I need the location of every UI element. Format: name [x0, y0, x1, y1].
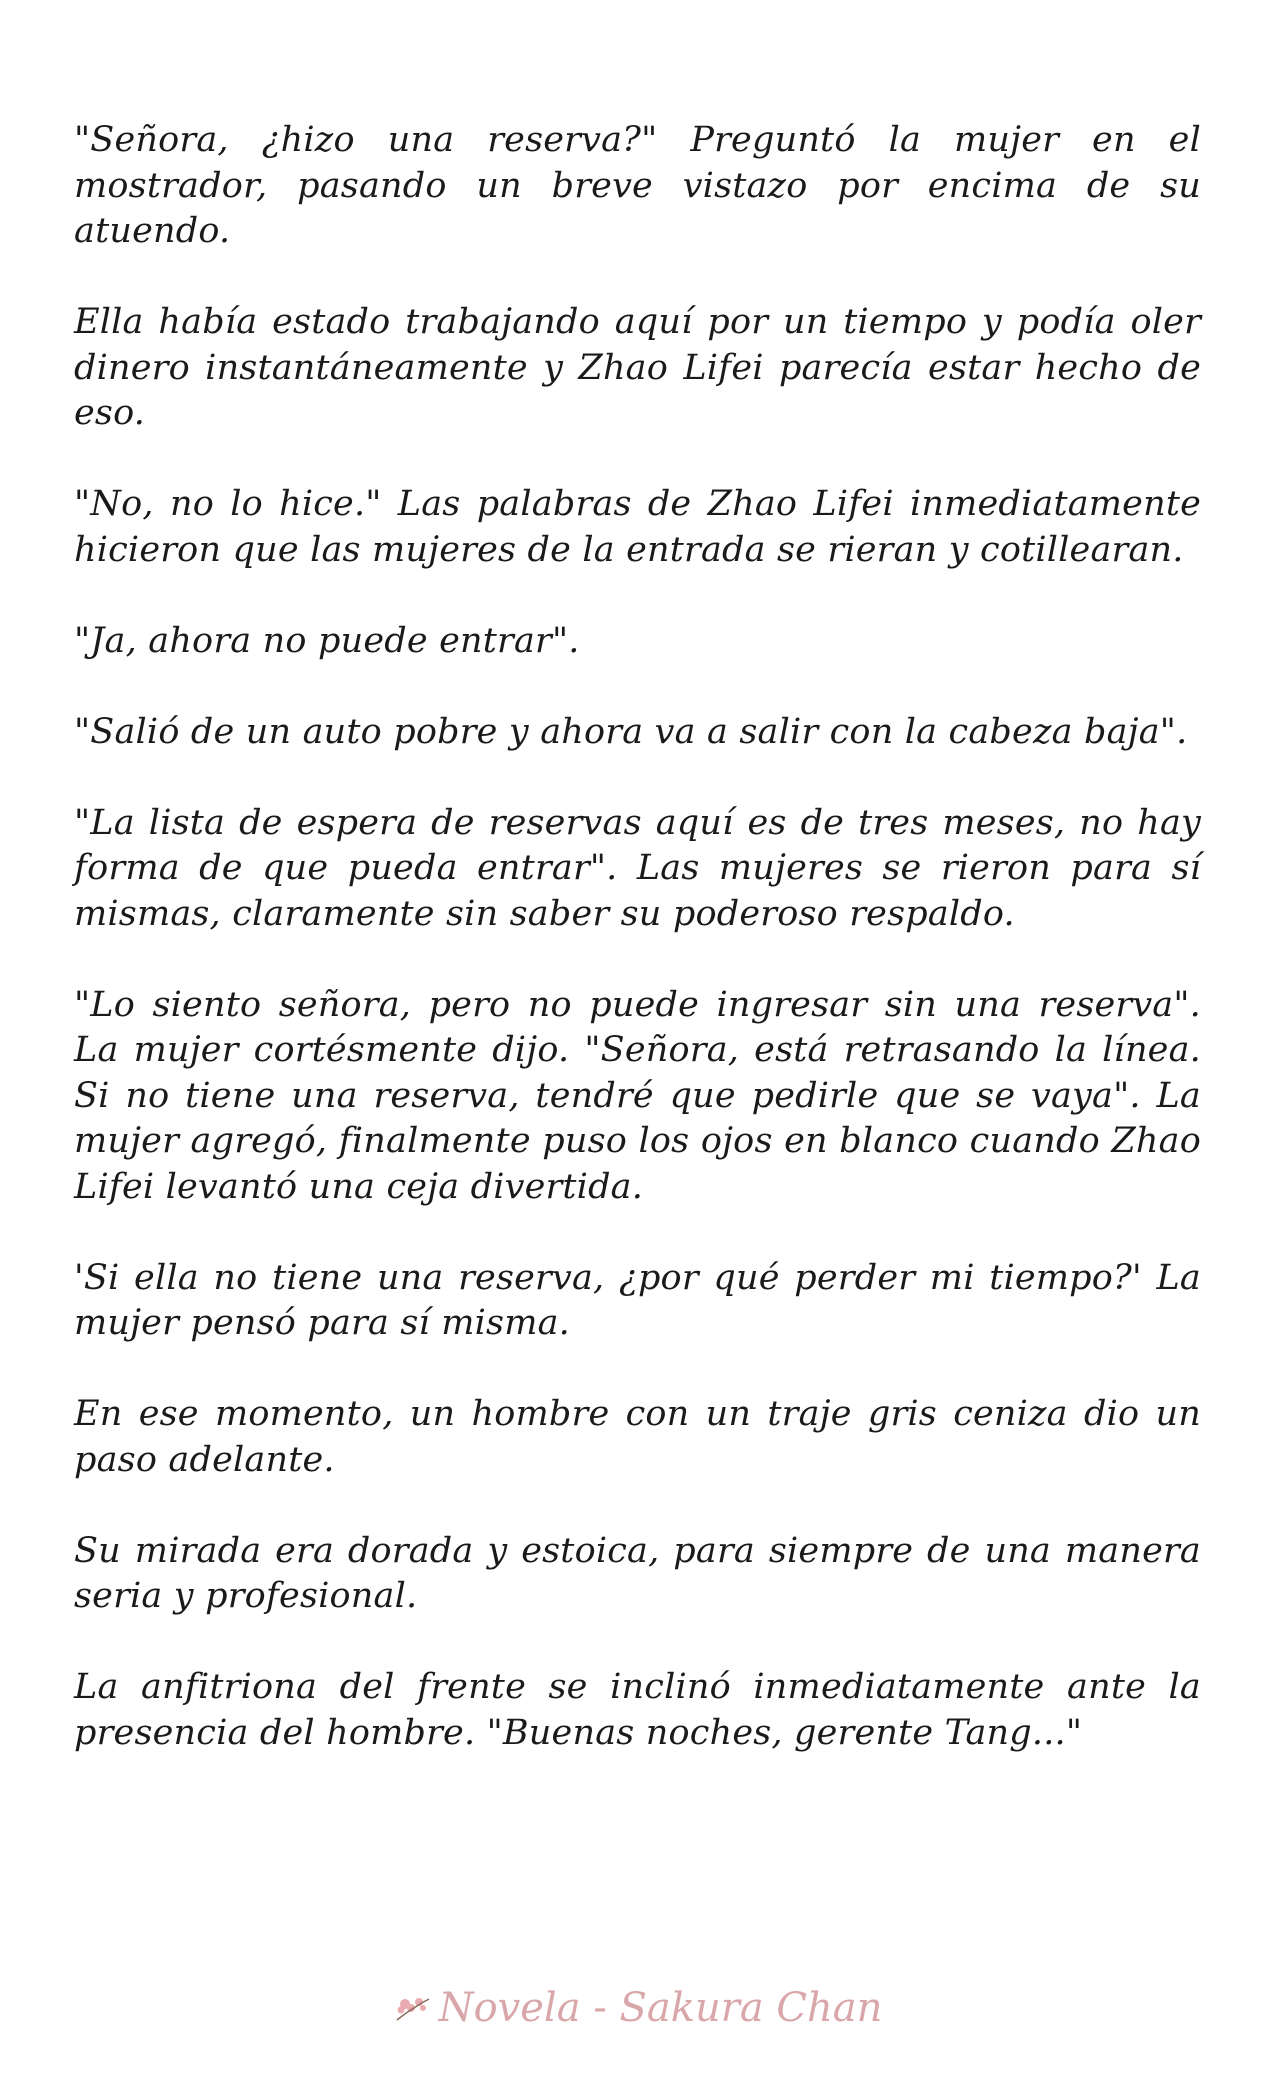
paragraph-11: La anfitriona del frente se inclinó inmediatamente ante la presencia del hombre. "Buenas noches, gerente Tang..."	[74, 1667, 1201, 1753]
paragraph-1: "Señora, ¿hizo una reserva?" Preguntó la mujer en el mostrador, pasando un breve vistazo por encima de su atuendo.	[74, 120, 1201, 251]
paragraph-5: "Salió de un auto pobre y ahora va a salir con la cabeza baja".	[74, 711, 1188, 752]
paragraph-9: En ese momento, un hombre con un traje gris ceniza dio un paso adelante.	[74, 1394, 1201, 1480]
paragraph-10: Su mirada era dorada y estoica, para siempre de una manera seria y profesional.	[74, 1530, 1201, 1616]
watermark	[0, 1985, 1275, 2034]
paragraph-6: "La lista de espera de reservas aquí es de tres meses, no hay forma de que pueda entrar". Las mujeres se rieron para sí mismas, claramente sin saber su poderoso respaldo.	[74, 802, 1201, 934]
paragraph-3: "No, no lo hice." Las palabras de Zhao Lifei inmediatamente hicieron que las mujeres de la entrada se rieran y cotillearan.	[74, 484, 1201, 570]
paragraph-2: Ella había estado trabajando aquí por un tiempo y podía oler dinero instantáneamente y Zhao Lifei parecía estar hecho de eso.	[74, 302, 1201, 433]
paragraph-4: "Ja, ahora no puede entrar".	[74, 620, 580, 661]
paragraph-7: "Lo siento señora, pero no puede ingresar sin una reserva". La mujer cortésmente dijo. "Señora, está retrasando la línea. Si no tiene una reserva, tendré que pedirle que se vaya". La mujer agregó, finalmente puso los ojos en blanco cuando Zhao Lifei levantó una ceja divertida.	[74, 984, 1201, 1207]
paragraph-8: 'Si ella no tiene una reserva, ¿por qué perder mi tiempo?' La mujer pensó para sí misma.	[74, 1257, 1201, 1343]
sakura-flower-icon	[393, 1988, 431, 2034]
watermark-text: Novela - Sakura Chan	[438, 1985, 883, 2031]
story-text	[74, 118, 1201, 1802]
